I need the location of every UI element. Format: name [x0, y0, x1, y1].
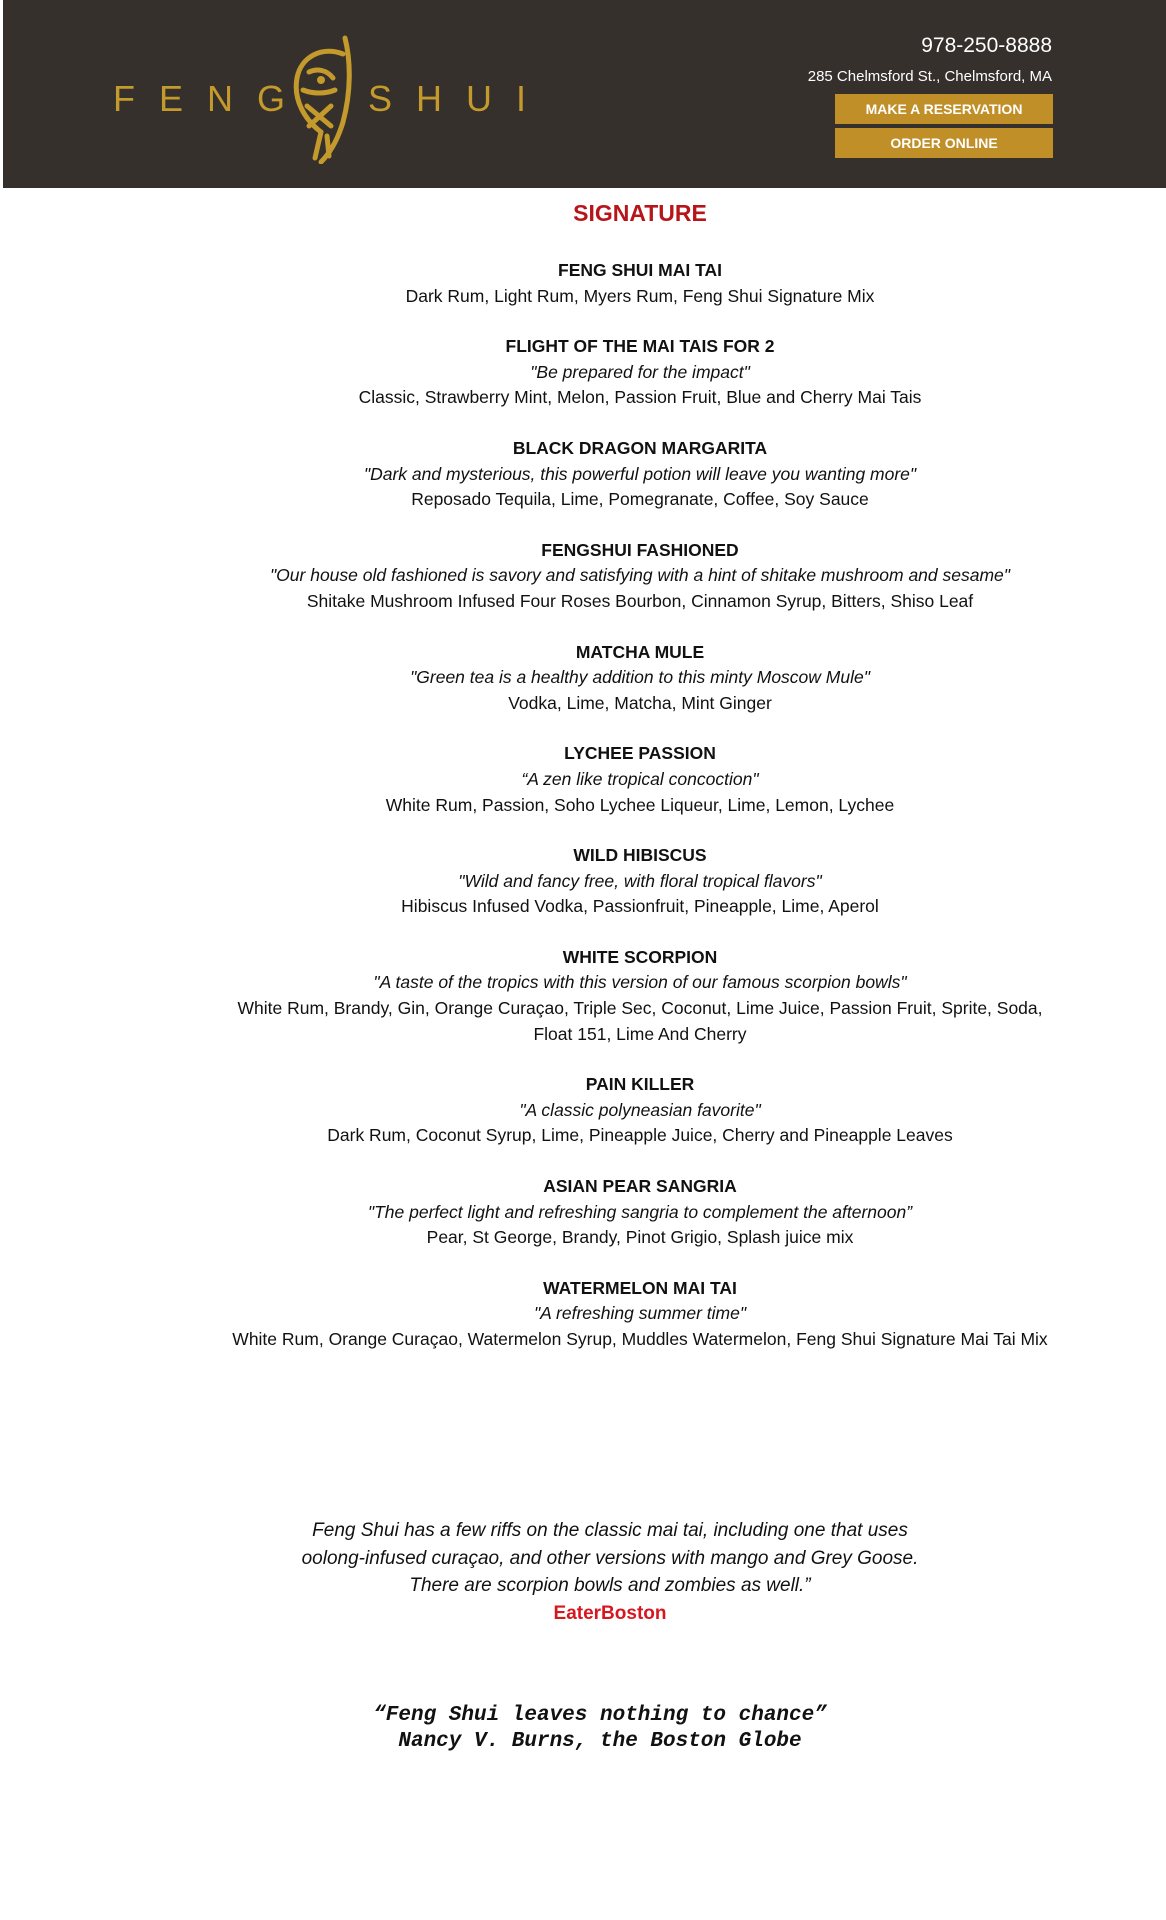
- menu-item-quote: "Our house old fashioned is savory and satisfying with a hint of shitake mushroom and sesame": [269, 565, 1011, 586]
- menu-item-name: MATCHA MULE: [575, 641, 705, 662]
- menu-item-ingredients: Vodka, Lime, Matcha, Mint Ginger: [508, 692, 772, 713]
- menu-item-ingredients: Dark Rum, Light Rum, Myers Rum, Feng Shui Signature Mix: [405, 285, 875, 306]
- fish-logo-icon: [285, 32, 365, 164]
- menu-item: [220, 1072, 1060, 1149]
- menu-item-name: WATERMELON MAI TAI: [543, 1277, 737, 1298]
- menu-item-name: LYCHEE PASSION: [564, 743, 716, 764]
- menu-item-name: WILD HIBISCUS: [573, 845, 707, 866]
- phone-number[interactable]: 978-250-8888: [921, 34, 1052, 57]
- menu-item-quote: "A classic polyneasian favorite": [519, 1099, 761, 1120]
- logo-word-feng: FENG: [113, 78, 310, 119]
- menu-item-name: BLACK DRAGON MARGARITA: [512, 437, 768, 458]
- press-quote-line: oolong-infused curaçao, and other versions with mango and Grey Goose.: [301, 1547, 919, 1569]
- menu-item: [220, 945, 1060, 1047]
- menu-item-ingredients: White Rum, Passion, Soho Lychee Liqueur, Lime, Lemon, Lychee: [385, 794, 895, 815]
- globe-quote-text: “Feng Shui leaves nothing to chance”: [373, 1704, 827, 1727]
- header-bar: [3, 0, 1166, 188]
- menu-item: [220, 741, 1060, 818]
- menu-item-ingredients: White Rum, Orange Curaçao, Watermelon Syrup, Muddles Watermelon, Feng Shui Signature Mai Tai Mix: [232, 1329, 1048, 1349]
- menu-item-quote: "Green tea is a healthy addition to this minty Moscow Mule": [410, 667, 870, 688]
- menu-item-ingredients: White Rum, Brandy, Gin, Orange Curaçao, Triple Sec, Coconut, Lime Juice, Passion Fruit, Sprite, Soda, Float 151, Lime And Cherry: [237, 998, 1043, 1044]
- order-online-button[interactable]: ORDER ONLINE: [835, 128, 1053, 158]
- menu-item: [220, 334, 1060, 411]
- eater-boston-quote: [220, 1517, 1000, 1627]
- boston-globe-quote: [280, 1703, 920, 1755]
- menu-item-ingredients: Dark Rum, Coconut Syrup, Lime, Pineapple Juice, Cherry and Pineapple Leaves: [327, 1125, 953, 1146]
- press-source: EaterBoston: [553, 1602, 667, 1624]
- menu-item-quote: "The perfect light and refreshing sangria to complement the afternoon”: [367, 1201, 913, 1222]
- menu-item-quote: "A taste of the tropics with this version of our famous scorpion bowls": [373, 972, 907, 993]
- feng-shui-logo[interactable]: [113, 30, 551, 165]
- cocktail-menu: [220, 258, 1060, 1378]
- menu-item-quote: "Wild and fancy free, with floral tropical flavors": [458, 870, 822, 891]
- menu-item-name: PAIN KILLER: [585, 1074, 695, 1095]
- address: 285 Chelmsford St., Chelmsford, MA: [807, 68, 1052, 85]
- section-title: SIGNATURE: [573, 200, 707, 226]
- menu-item-name: WHITE SCORPION: [562, 946, 718, 967]
- menu-item-ingredients: Hibiscus Infused Vodka, Passionfruit, Pineapple, Lime, Aperol: [401, 896, 879, 917]
- menu-item: [220, 1174, 1060, 1251]
- menu-item-name: FENGSHUI FASHIONED: [541, 539, 739, 560]
- menu-item-quote: “A zen like tropical concoction": [521, 768, 759, 789]
- menu-item-name: FLIGHT OF THE MAI TAIS FOR 2: [505, 336, 775, 357]
- make-reservation-button[interactable]: MAKE A RESERVATION: [835, 94, 1053, 124]
- logo-word-shui: SHUI: [368, 78, 551, 119]
- menu-item-ingredients: Shitake Mushroom Infused Four Roses Bourbon, Cinnamon Syrup, Bitters, Shiso Leaf: [306, 590, 974, 611]
- globe-quote-author: Nancy V. Burns, the Boston Globe: [398, 1730, 802, 1753]
- menu-item-name: FENG SHUI MAI TAI: [558, 260, 722, 280]
- menu-item-ingredients: Reposado Tequila, Lime, Pomegranate, Coffee, Soy Sauce: [411, 489, 869, 510]
- menu-item: [220, 258, 1060, 309]
- menu-item: [220, 843, 1060, 920]
- menu-item: [220, 1276, 1060, 1353]
- menu-item: [220, 538, 1060, 615]
- menu-item: [220, 640, 1060, 717]
- press-quote-line: There are scorpion bowls and zombies as well.”: [409, 1575, 811, 1596]
- press-quote-line: Feng Shui has a few riffs on the classic mai tai, including one that uses: [312, 1520, 908, 1541]
- menu-item-quote: "Dark and mysterious, this powerful potion will leave you wanting more": [363, 463, 917, 484]
- menu-item: [220, 436, 1060, 513]
- menu-item-name: ASIAN PEAR SANGRIA: [543, 1176, 737, 1197]
- menu-item-quote: "Be prepared for the impact": [530, 361, 750, 382]
- menu-item-ingredients: Classic, Strawberry Mint, Melon, Passion Fruit, Blue and Cherry Mai Tais: [358, 387, 922, 408]
- menu-item-quote: "A refreshing summer time": [533, 1303, 747, 1324]
- menu-item-ingredients: Pear, St George, Brandy, Pinot Grigio, Splash juice mix: [426, 1227, 854, 1248]
